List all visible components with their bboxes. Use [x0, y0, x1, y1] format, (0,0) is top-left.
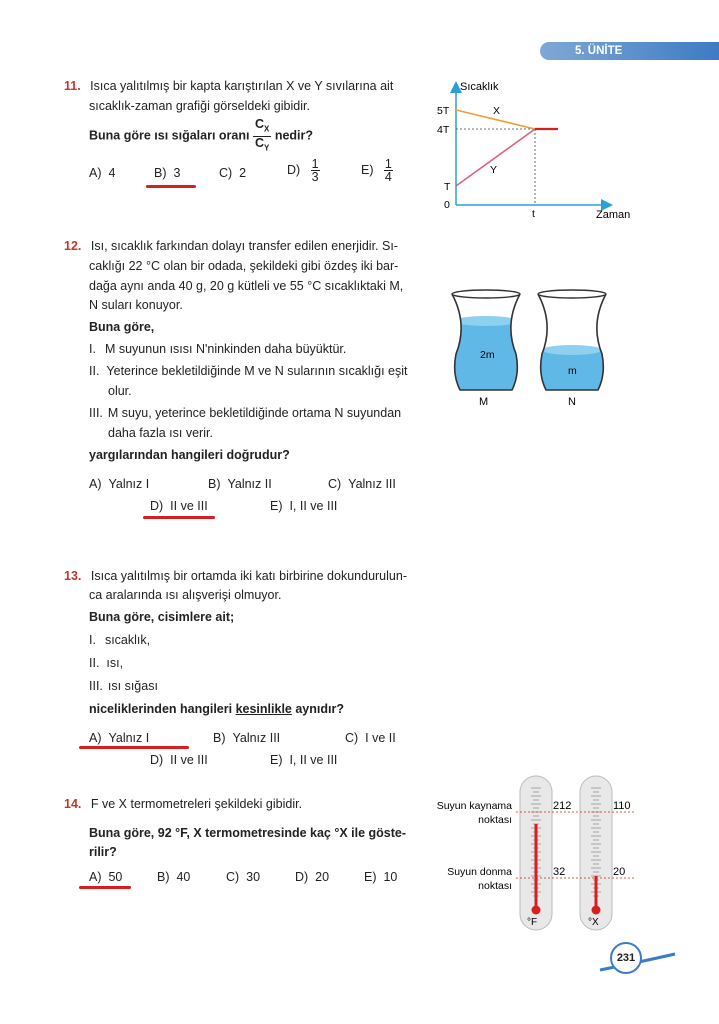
tick-zero: 0 — [444, 199, 450, 211]
freezing-label-2: noktası — [478, 880, 512, 892]
unit-tab: 5. ÜNİTE — [540, 42, 719, 60]
question-ask: Buna göre, 92 °F, X termometresinde kaç °X ile göste- — [89, 826, 407, 840]
glass-m-rim — [452, 290, 520, 298]
option-a[interactable]: A) Yalnız I — [89, 477, 150, 491]
option-b[interactable]: B) Yalnız III — [213, 731, 281, 745]
statement-3: III. M suyu, yeterince bekletildiğinde ortama N suyundan — [89, 406, 402, 420]
boiling-label-1: Suyun kaynama — [436, 800, 512, 812]
option-a[interactable]: A) 4 — [89, 166, 116, 180]
statement-2: II. ısı, — [89, 656, 124, 670]
answer-underline — [79, 886, 131, 889]
glass-name-n: N — [568, 396, 576, 408]
question-text: Isıca yalıtılmış bir kapta karıştırılan X ve Y sıvılarına ait — [90, 79, 394, 93]
glass-name-m: M — [479, 396, 489, 408]
statement-1: I. M suyunun ısısı N'ninkinden daha büyüktür. — [89, 342, 347, 356]
tick-t: T — [444, 181, 451, 193]
question-text: caklığı 22 °C olan bir odada, şekildeki gibi özdeş iki bar- — [89, 259, 399, 273]
option-c[interactable]: C) Yalnız III — [328, 477, 396, 491]
option-d[interactable]: D) $\frac{1}{3}$ — [287, 157, 319, 184]
statement-2: II. Yeterince bekletildiğinde M ve N sularının sıcaklığı eşit — [89, 364, 408, 378]
statement-1: I. sıcaklık, — [89, 633, 151, 647]
boiling-label-2: noktası — [478, 814, 512, 826]
f-boil-value: 212 — [553, 800, 572, 812]
page-number: 231 — [610, 942, 642, 974]
question-text: F ve X termometreleri şekildeki gibidir. — [90, 797, 303, 811]
answer-underline — [146, 185, 196, 188]
tick-5t: 5T — [437, 105, 450, 117]
x-axis-label: Zaman — [596, 209, 631, 221]
glass-n-rim — [538, 290, 606, 298]
option-e[interactable]: E) I, II ve III — [270, 499, 338, 513]
option-c[interactable]: C) 2 — [219, 166, 247, 180]
question-ask: niceliklerinden hangileri kesinlikle aynıdır? — [89, 702, 344, 716]
question-text: sıcaklık-zaman grafiği görseldeki gibidir. — [89, 99, 310, 113]
question-ask: Buna göre ısı sığaları oranı — [89, 128, 250, 143]
glasses-figure — [440, 284, 620, 410]
unit-x: °X — [588, 917, 599, 928]
series-label-y: Y — [490, 164, 498, 176]
tick-time-t: t — [532, 208, 535, 220]
option-e[interactable]: E) 10 — [364, 870, 398, 884]
question-lead: Buna göre, — [89, 320, 155, 334]
answer-underline — [143, 516, 215, 519]
option-c[interactable]: C) 30 — [226, 870, 261, 884]
question-number: 13. — [64, 569, 82, 583]
option-b[interactable]: B) 3 — [154, 166, 181, 180]
tick-4t: 4T — [437, 124, 450, 136]
question-text: Isı, sıcaklık farkından dolayı transfer edilen enerjidir. Sı- — [90, 239, 398, 253]
temperature-time-graph — [420, 76, 640, 226]
option-a[interactable]: A) Yalnız I — [89, 731, 150, 745]
mass-label-n: m — [568, 365, 577, 377]
option-d[interactable]: D) 20 — [295, 870, 330, 884]
series-label-x: X — [493, 105, 501, 117]
option-d[interactable]: D) II ve III — [150, 753, 208, 767]
mercury-f — [535, 824, 538, 906]
freezing-label-1: Suyun donma — [447, 866, 512, 878]
answer-underline — [79, 746, 189, 749]
question-text: dağa aynı anda 40 g, 20 g kütleli ve 55 °C sıcaklıktaki M, — [89, 279, 404, 293]
y-axis-label: Sıcaklık — [460, 81, 499, 93]
statement-3-cont: daha fazla ısı verir. — [108, 426, 213, 440]
ratio-fraction: $\frac{C_X}{C_Y}$ — [254, 117, 270, 152]
question-lead: Buna göre, cisimlere ait; — [89, 610, 235, 624]
option-a[interactable]: A) 50 — [89, 870, 123, 884]
thermometers-figure — [420, 772, 650, 934]
question-number: 12. — [64, 239, 82, 253]
question-text: N suları konuyor. — [89, 298, 183, 312]
question-ask: yargılarından hangileri doğrudur? — [89, 448, 290, 462]
mercury-x — [595, 876, 598, 906]
mass-label-m: 2m — [480, 349, 495, 361]
statement-2-cont: olur. — [108, 384, 132, 398]
unit-f: °F — [527, 917, 538, 928]
f-freeze-value: 32 — [553, 866, 566, 878]
question-text: ca aralarında ısı alışverişi olmuyor. — [89, 588, 282, 602]
line-y — [456, 129, 535, 186]
bulb-x — [592, 906, 601, 915]
option-d[interactable]: D) II ve III — [150, 499, 208, 513]
x-boil-value: 110 — [613, 800, 631, 812]
option-c[interactable]: C) I ve II — [345, 731, 396, 745]
question-number: 11. — [64, 79, 81, 93]
x-freeze-value: 20 — [613, 866, 626, 878]
statement-3: III. ısı sığası — [89, 679, 158, 693]
option-b[interactable]: B) 40 — [157, 870, 191, 884]
bulb-f — [532, 906, 541, 915]
question-number: 14. — [64, 797, 82, 811]
question-text: Isıca yalıtılmış bir ortamda iki katı birbirine dokundurulun- — [90, 569, 407, 583]
question-ask-end: nedir? — [274, 128, 314, 143]
option-e[interactable]: E) $\frac{1}{4}$ — [361, 157, 392, 184]
option-b[interactable]: B) Yalnız II — [208, 477, 272, 491]
question-ask-cont: rilir? — [89, 845, 117, 859]
option-e[interactable]: E) I, II ve III — [270, 753, 338, 767]
